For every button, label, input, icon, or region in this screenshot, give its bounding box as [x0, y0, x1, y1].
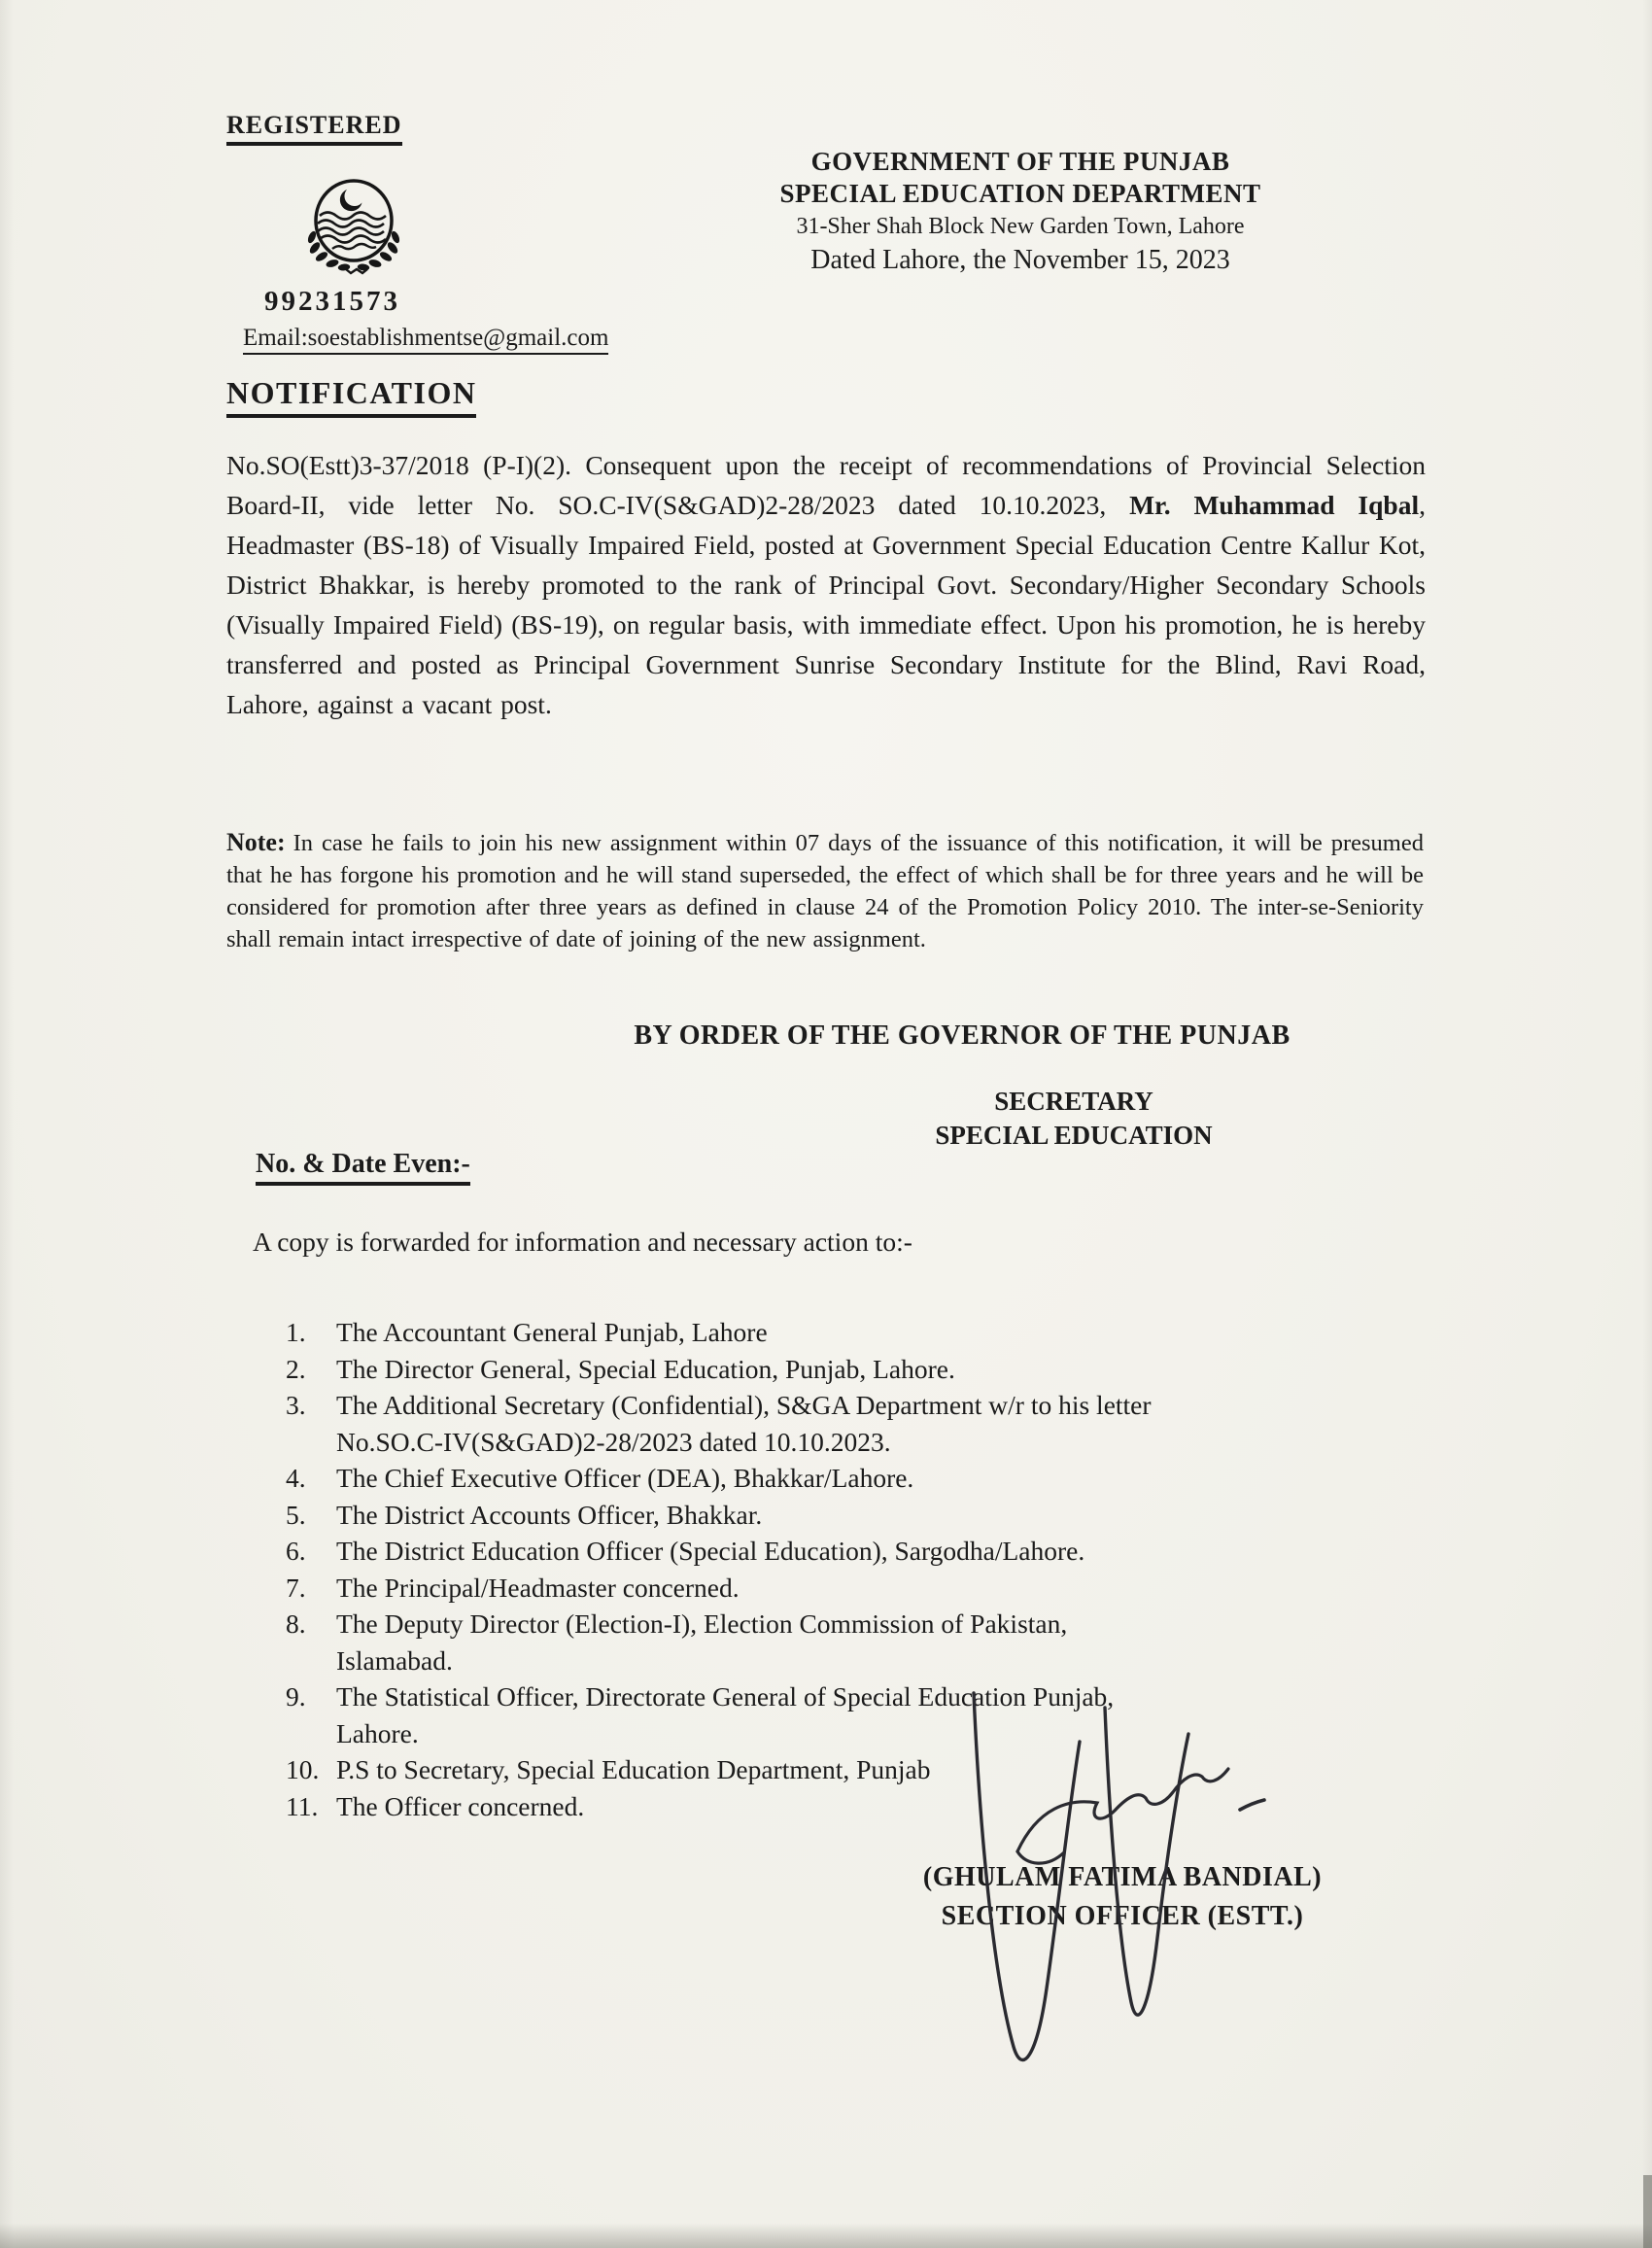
item-text: The Principal/Headmaster concerned.: [336, 1572, 740, 1603]
item-text: The Deputy Director (Election-I), Election Commission of Pakistan, Islamabad.: [336, 1606, 1067, 1678]
item-text: The Director General, Special Education, Punjab, Lahore.: [336, 1353, 955, 1384]
item-text: The Chief Executive Officer (DEA), Bhakkar/Lahore.: [336, 1463, 914, 1493]
item-number: 11.: [286, 1790, 319, 1821]
item-text: The Accountant General Punjab, Lahore: [336, 1317, 768, 1347]
item-number: 4.: [286, 1463, 306, 1493]
item-text-line2: Islamabad.: [336, 1644, 453, 1676]
body-text-after-name: , Headmaster (BS-18) of Visually Impaired Field, posted at Government Special Education Centre Kallur Kot, District Bhakkar, is hereby promoted to the rank of Principal Govt. Secondary/Higher Secondary Schools (Visually Impaired Field) (BS-19), on regular basis, with immediate effect. Upon his promotion, he is hereby transferred and posted as Principal Government Sunrise Secondary Institute for the Blind, Ravi Road, Lahore, against a vacant post.: [226, 490, 1426, 719]
item-text: P.S to Secretary, Special Education Department, Punjab: [336, 1754, 931, 1784]
registered-label: REGISTERED: [226, 111, 402, 146]
item-number: 7.: [286, 1572, 306, 1603]
list-item: [286, 1678, 1491, 1751]
distribution-list: [286, 1314, 1491, 1824]
list-item: [286, 1497, 1491, 1534]
item-number: 10.: [286, 1754, 320, 1784]
phone-number: 99231573: [264, 286, 400, 317]
secretary-title: SECRETARY: [994, 1087, 1153, 1116]
item-text: The Statistical Officer, Directorate General of Special Education Punjab, Lahore.: [336, 1678, 1114, 1751]
item-number: 6.: [286, 1536, 306, 1566]
department-title: SPECIAL EDUCATION DEPARTMENT: [779, 179, 1261, 208]
item-number: 9.: [286, 1681, 306, 1712]
item-number: 3.: [286, 1390, 306, 1420]
list-item: [286, 1570, 1491, 1607]
note-paragraph: [226, 826, 1424, 955]
officer-name: Mr. Muhammad Iqbal: [1129, 490, 1420, 520]
signatory-name: (GHULAM FATIMA BANDIAL): [922, 1862, 1323, 1892]
list-item: [286, 1314, 1491, 1351]
item-text: The Additional Secretary (Confidential), S&GA Department w/r to his letter No.SO.C-IV(S&GAD)2-28/2023 dated 10.10.2023.: [336, 1387, 1152, 1460]
punjab-emblem-logo: [292, 179, 416, 276]
no-date-even-label: No. & Date Even:-: [256, 1149, 470, 1186]
letterhead: [748, 146, 1292, 278]
item-text: The District Accounts Officer, Bhakkar.: [336, 1499, 763, 1530]
item-text: The District Education Officer (Special Education), Sargodha/Lahore.: [336, 1536, 1085, 1566]
list-item: [286, 1606, 1491, 1678]
note-label: Note:: [226, 828, 286, 856]
list-item: [286, 1533, 1491, 1570]
copy-forwarded-line: A copy is forwarded for information and necessary action to:-: [253, 1227, 912, 1257]
notification-body: [226, 445, 1426, 724]
notification-heading: NOTIFICATION: [226, 375, 476, 418]
item-text-line2: No.SO.C-IV(S&GAD)2-28/2023 dated 10.10.2023.: [336, 1426, 891, 1457]
date-line: Dated Lahore, the November 15, 2023: [810, 245, 1230, 275]
signatory-block: [894, 1858, 1351, 1936]
item-number: 1.: [286, 1317, 306, 1347]
body-text-before-name: No.SO(Estt)3-37/2018 (P-I)(2). Consequent upon the receipt of recommendations of Provincial Selection Board-II, vide letter No. SO.C-IV(S&GAD)2-28/2023 dated 10.10.2023,: [226, 450, 1426, 520]
list-item: [286, 1751, 1491, 1788]
item-text-line2: Lahore.: [336, 1717, 419, 1748]
signatory-title: SECTION OFFICER (ESTT.): [941, 1901, 1304, 1931]
scan-bottom-shadow: [0, 2224, 1652, 2248]
department-address: 31-Sher Shah Block New Garden Town, Lahore: [796, 214, 1245, 239]
item-text: The Officer concerned.: [336, 1790, 585, 1821]
list-item: [286, 1387, 1491, 1460]
list-item: [286, 1351, 1491, 1388]
government-title: GOVERNMENT OF THE PUNJAB: [810, 147, 1230, 176]
authority-signblock: [855, 1085, 1292, 1153]
secretary-department: SPECIAL EDUCATION: [935, 1121, 1213, 1150]
list-item: [286, 1788, 1491, 1825]
item-number: 2.: [286, 1353, 306, 1384]
list-item: [286, 1460, 1491, 1497]
item-number: 5.: [286, 1499, 306, 1530]
note-body: In case he fails to join his new assignment within 07 days of the issuance of this notification, it will be presumed that he has forgone his promotion and he will stand superseded, the effect of which shall be for three years and he will be considered for promotion after three years as defined in clause 24 of the Promotion Policy 2010. The inter-se-Seniority shall remain intact irrespective of date of joining of the new assignment.: [226, 830, 1424, 952]
by-order-line: BY ORDER OF THE GOVERNOR OF THE PUNJAB: [634, 1020, 1291, 1051]
item-number: 8.: [286, 1608, 306, 1639]
email-address: Email:soestablishmentse@gmail.com: [243, 325, 608, 355]
